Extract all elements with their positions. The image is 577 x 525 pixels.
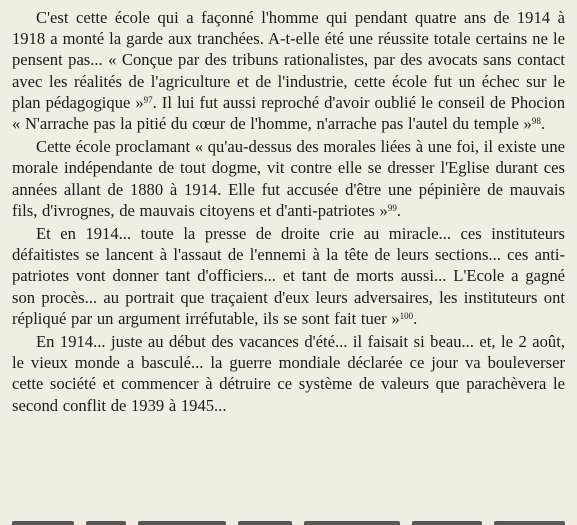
paragraph — [12, 7, 565, 134]
paragraph-text: . — [413, 308, 418, 328]
cut-off-next-line — [12, 521, 565, 525]
paragraph — [12, 136, 565, 221]
footnote-reference: 100 — [399, 310, 414, 321]
paragraph-text: En 1914... juste au début des vacances d'été... il faisait si beau... et, le 2 août, le vieux monde a basculé... la guerre mondiale déclarée ce jour va bouleverser cette société et commencer à détruire ce système de valeurs que parachèvera le second conflit de 1939 à 1945... — [12, 332, 565, 415]
paragraph-text: Cette école proclamant « qu'au-dessus des morales liées à une foi, il existe une morale indépendante de tout dogme, vit contre elle se dresser l'Eglise durant ces années allant de 1880 à 1914. Elle fut accusée d'être une pépinière de mauvais fils, d'ivrognes, de mauvais citoyens et d'anti-patriotes » — [12, 137, 565, 220]
text-body — [12, 7, 565, 416]
paragraph-text: C'est cette école qui a façonné l'homme qui pendant quatre ans de 1914 à 1918 a monté la garde aux tranchées. A-t-elle été une réussite totale certains ne le pensent pas... « Conçue par des tribuns rationalistes, par des avocats sans contact avec les réalités de l'agriculture et de l'industrie, cette école fut un échec sur le plan pédagogique » — [12, 8, 565, 112]
paragraph-text: . Il lui fut aussi reproché d'avoir oublié le conseil de Phocion « N'arrache pas la pitié du cœur de l'homme, n'arrache pas l'autel du temple » — [12, 92, 565, 134]
footnote-reference: 99 — [387, 202, 397, 213]
footnote-reference: 98 — [531, 116, 541, 127]
footnote-reference: 97 — [143, 94, 153, 105]
paragraph — [12, 223, 565, 329]
paragraph — [12, 331, 565, 416]
paragraph-text: Et en 1914... toute la presse de droite crie au miracle... ces instituteurs défaitistes se lancent à l'assaut de l'ennemi à la tête de leurs sections... ces anti-patriotes vont donner tant d'officiers... et tant de morts aussi... L'Ecole a gagné son procès... au portrait que traçaient d'eux leurs adversaires, les instituteurs ont répliqué par un argument irréfutable, ils se sont fait tuer » — [12, 224, 565, 328]
paragraph-text: . — [540, 114, 545, 134]
paragraph-text: . — [396, 200, 401, 220]
